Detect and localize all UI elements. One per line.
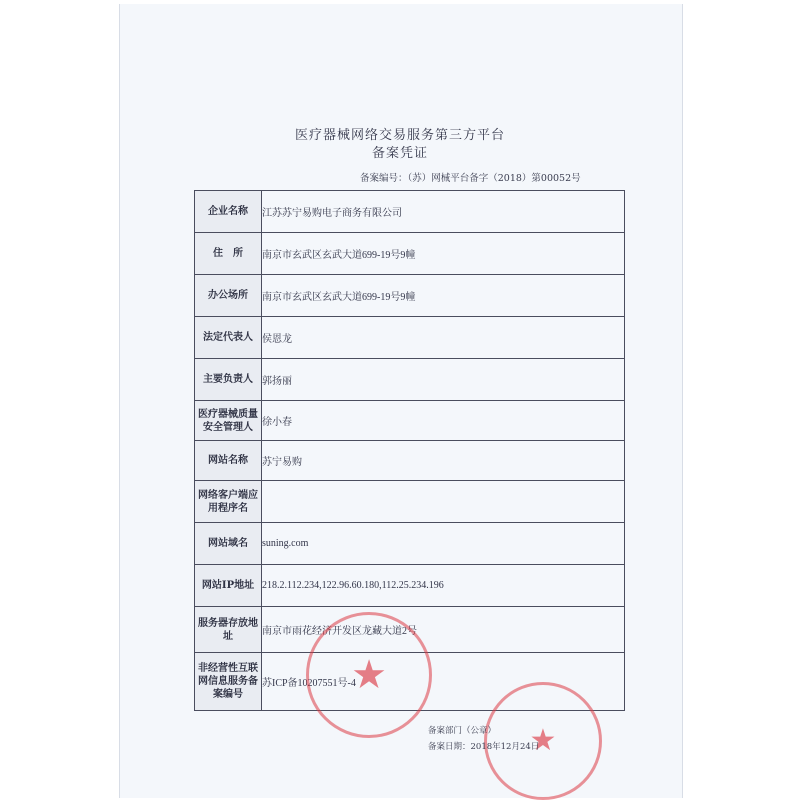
document-title: 医疗器械网络交易服务第三方平台 xyxy=(294,128,505,143)
seal-star-icon: ★ xyxy=(529,723,557,758)
company-seal xyxy=(306,612,432,738)
table-row xyxy=(195,359,625,401)
table-row xyxy=(195,481,625,523)
row-label: 企业名称 xyxy=(195,191,262,233)
row-label: 非经营性互联网信息服务备案编号 xyxy=(195,653,262,711)
row-label: 网站IP地址 xyxy=(195,565,262,607)
row-value: 南京市玄武区玄武大道699-19号9幢 xyxy=(262,233,625,275)
row-label: 办公场所 xyxy=(195,275,262,317)
row-value: 苏宁易购 xyxy=(262,441,625,481)
row-label: 医疗器械质量安全管理人 xyxy=(195,401,262,441)
table-row xyxy=(195,233,625,275)
record-number: 备案编号：（苏）网械平台备字（2018）第00052号 xyxy=(360,173,581,184)
row-value: 218.2.112.234,122.96.60.180,112.25.234.196 xyxy=(262,565,625,607)
row-value: 江苏苏宁易购电子商务有限公司 xyxy=(262,191,625,233)
record-date: 备案日期：2018年12月24日 xyxy=(428,742,540,752)
row-label: 服务器存放地址 xyxy=(195,607,262,653)
row-label: 住 所 xyxy=(195,233,262,275)
row-value: 南京市雨花经济开发区龙藏大道2号 xyxy=(262,607,625,653)
row-label: 主要负责人 xyxy=(195,359,262,401)
row-label: 网站名称 xyxy=(195,441,262,481)
row-label: 网站域名 xyxy=(195,523,262,565)
row-value: 苏ICP备10207551号-4 xyxy=(262,653,625,711)
table-row xyxy=(195,565,625,607)
table-row xyxy=(195,275,625,317)
row-value xyxy=(262,481,625,523)
row-value: 徐小春 xyxy=(262,401,625,441)
row-label: 网络客户端应用程序名 xyxy=(195,481,262,523)
table-row xyxy=(195,441,625,481)
table-row xyxy=(195,317,625,359)
row-value: 侯恩龙 xyxy=(262,317,625,359)
table-row xyxy=(195,401,625,441)
table-row xyxy=(195,191,625,233)
row-value: suning.com xyxy=(262,523,625,565)
row-value: 南京市玄武区玄武大道699-19号9幢 xyxy=(262,275,625,317)
issuing-department: 备案部门（公章） xyxy=(428,726,497,736)
table-row xyxy=(195,523,625,565)
row-label: 法定代表人 xyxy=(195,317,262,359)
seal-star-icon: ★ xyxy=(351,652,387,698)
row-value: 郭扬丽 xyxy=(262,359,625,401)
document-subtitle: 备案凭证 xyxy=(371,146,428,161)
